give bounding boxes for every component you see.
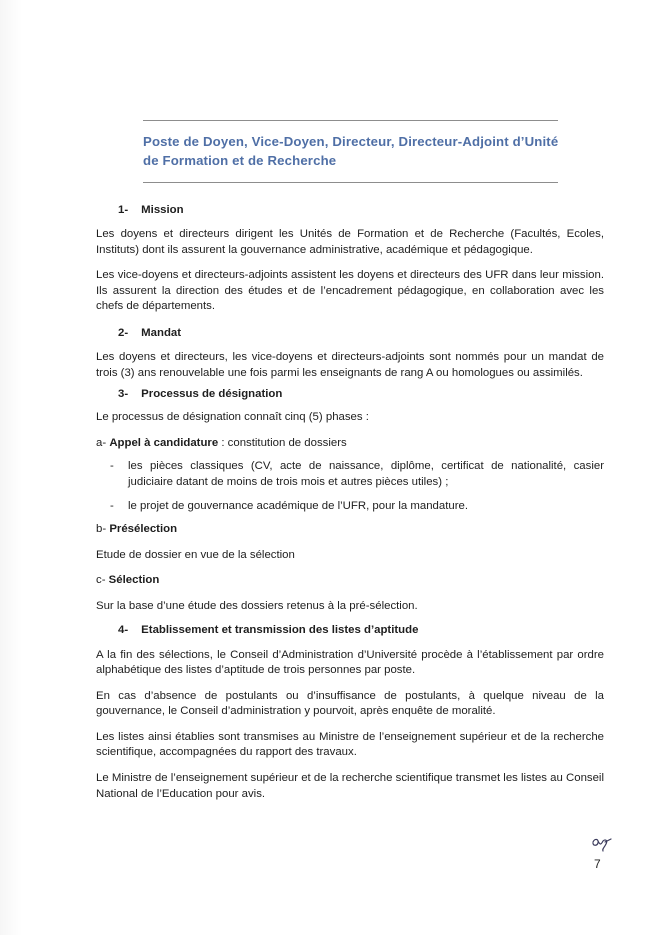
title-rule-top [143,120,558,121]
phase-label: Sélection [108,574,160,587]
section-heading-mission [96,200,604,220]
section-heading-mandat [96,323,604,343]
list-item-text: les pièces classiques (CV, acte de naissance, diplôme, certificat de nationalité, casier judiciaire datant de moins de trois mois et autres pièces utiles) ; [128,460,604,488]
paragraph: Les doyens et directeurs, les vice-doyens et directeurs-adjoints sont nommés pour un mandat de trois (3) ans renouvelable une fois parmi les enseignants de rang A ou homologues ou assimilés. [96,350,604,379]
section-number: 4- [118,623,129,636]
section-number: 1- [118,204,129,216]
paragraph: Les vice-doyens et directeurs-adjoints assistent les doyens et directeurs des UFR dans leur mission. Ils assurent la direction des études et de l’encadrement pédagogique, en collaboration avec les chefs de départements. [96,269,604,313]
phase-a [96,436,604,452]
section-title: Mission [141,204,184,216]
handwritten-initials [590,836,614,852]
bullet-dash: - [110,499,114,512]
section-heading-processus [96,384,604,404]
section-title: Mandat [141,326,182,339]
phase-prefix: b- [96,523,107,536]
page-number: 7 [594,857,601,871]
section-number: 2- [118,326,129,339]
phase-prefix: c- [96,574,106,587]
phase-c [96,573,604,589]
paragraph: Etude de dossier en vue de la sélection [96,548,295,561]
title-rule-bottom [143,182,558,183]
bullet-list [96,459,604,514]
paragraph: Le Ministre de l’enseignement supérieur et de la recherche scientifique transmet les listes au Conseil National de l’Education pour avis. [96,772,604,800]
phase-b [96,522,604,538]
list-item [96,459,604,490]
phase-text: : constitution de dossiers [218,436,347,449]
list-item-text: le projet de gouvernance académique de l’UFR, pour la mandature. [128,499,469,512]
paragraph: Sur la base d’une étude des dossiers retenus à la pré-sélection. [96,599,418,612]
bullet-dash: - [110,460,114,473]
paragraph: Le processus de désignation connaît cinq (5) phases : [96,411,369,424]
paragraph: Les doyens et directeurs dirigent les Unités de Formation et de Recherche (Facultés, Ecoles, Instituts) dont ils assurent la gouvernance administrative, académique et pédagogique. [96,228,604,256]
phase-prefix: a- [96,436,107,449]
document-title: Poste de Doyen, Vice-Doyen, Directeur, Directeur-Adjoint d’Unité de Formation et de Recherche [143,134,559,168]
section-heading-listes [96,620,604,640]
phase-label: Présélection [109,523,178,536]
list-item [96,499,604,515]
section-title: Processus de désignation [141,388,283,401]
paragraph: A la fin des sélections, le Conseil d’Administration d’Université procède à l’établissement par ordre alphabétique des listes d’aptitude de trois personnes par poste. [96,648,604,677]
phase-label: Appel à candidature [109,436,219,449]
section-number: 3- [118,388,129,401]
paragraph: Les listes ainsi établies sont transmises au Ministre de l’enseignement supérieur et de la recherche scientifique, accompagnées du rapport des travaux. [96,730,604,759]
document-body [96,200,604,802]
section-title: Etablissement et transmission des listes d’aptitude [141,623,419,636]
paragraph: En cas d’absence de postulants ou d’insuffisance de postulants, à quelque niveau de la gouvernance, le Conseil d’administration y pourvoit, après enquête de moralité. [96,689,604,718]
scan-shadow [0,0,22,935]
